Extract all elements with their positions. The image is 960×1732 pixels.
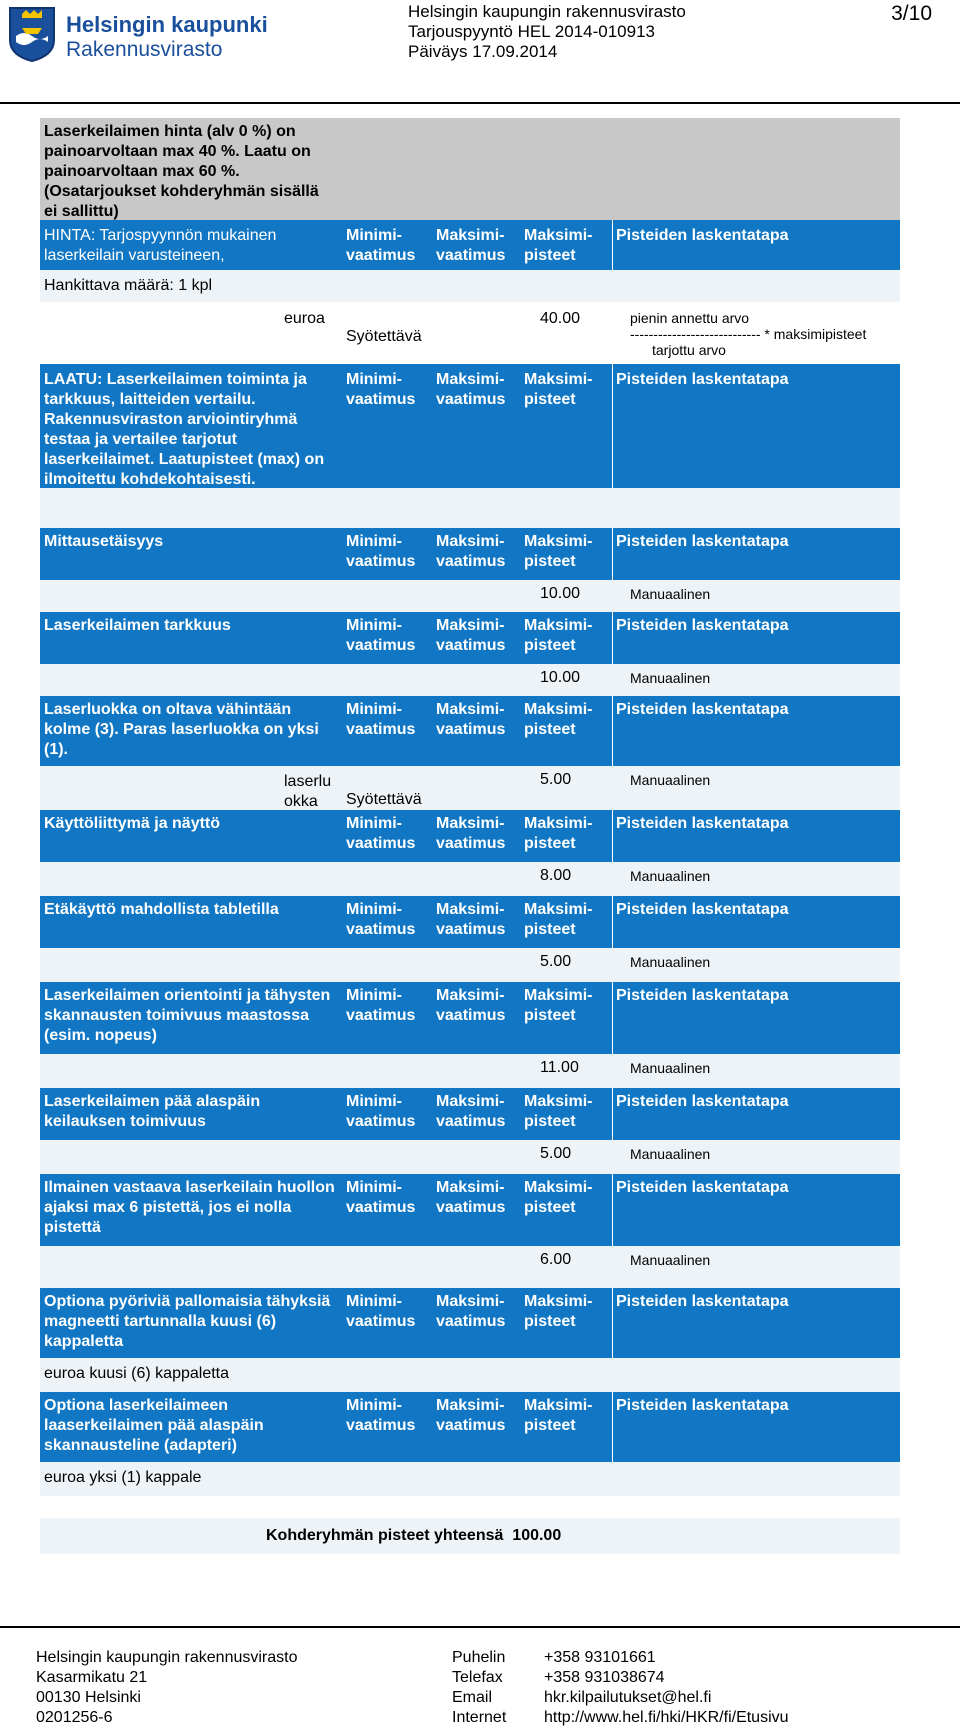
intro-block — [40, 118, 900, 220]
col-min: Minimi- vaatimus — [346, 617, 416, 654]
item-title: Etäkäyttö mahdollista tabletilla — [44, 901, 279, 918]
item-points: 5.00 — [540, 1145, 572, 1162]
col-max: Maksimi- vaatimus — [436, 701, 506, 738]
col-points: Maksimi- pisteet — [524, 1179, 593, 1216]
col-min: Minimi- vaatimus — [346, 533, 416, 570]
col-calc: Pisteiden laskentatapa — [616, 1293, 789, 1310]
item-input[interactable]: Syötettävä — [346, 791, 422, 808]
option-note-row — [40, 1462, 900, 1496]
col-calc: Pisteiden laskentatapa — [616, 1397, 789, 1414]
col-calc: Pisteiden laskentatapa — [616, 227, 789, 244]
col-points: Maksimi- pisteet — [524, 815, 593, 852]
item-value-row — [40, 1140, 900, 1174]
price-quantity-row — [40, 270, 900, 302]
item-title: Laserluokka on oltava vähintään kolme (3). Paras laserluokka on yksi (1). — [44, 701, 319, 758]
col-min: Minimi- vaatimus — [346, 371, 416, 408]
col-max: Maksimi- vaatimus — [436, 815, 506, 852]
header-rule — [0, 102, 960, 104]
item-header-row — [40, 528, 900, 580]
col-min: Minimi- vaatimus — [346, 1397, 416, 1434]
price-points: 40.00 — [540, 310, 581, 327]
col-max: Maksimi- vaatimus — [436, 533, 506, 570]
col-min: Minimi- vaatimus — [346, 701, 416, 738]
item-value-row — [40, 1054, 900, 1088]
item-title: Käyttöliittymä ja näyttö — [44, 815, 221, 832]
item-header-row — [40, 896, 900, 948]
col-min: Minimi- vaatimus — [346, 1093, 416, 1130]
footer-city: 00130 Helsinki — [36, 1689, 141, 1706]
column-divider — [612, 220, 613, 270]
page-number: 3/10 — [891, 2, 932, 25]
option-note: euroa yksi (1) kappale — [44, 1469, 202, 1486]
col-min: Minimi- vaatimus — [346, 227, 416, 264]
item-unit: laserlu okka — [284, 773, 332, 810]
item-points: 11.00 — [540, 1059, 579, 1076]
column-divider — [612, 612, 613, 664]
column-divider — [612, 528, 613, 580]
column-divider — [612, 1392, 613, 1462]
spacer-row — [40, 488, 900, 528]
formula-bot: tarjottu arvo — [652, 342, 726, 358]
col-min: Minimi- vaatimus — [346, 901, 416, 938]
col-points: Maksimi- pisteet — [524, 701, 593, 738]
col-min: Minimi- vaatimus — [346, 1179, 416, 1216]
item-header-row — [40, 696, 900, 766]
col-calc: Pisteiden laskentatapa — [616, 987, 789, 1004]
col-max: Maksimi- vaatimus — [436, 371, 506, 408]
col-min: Minimi- vaatimus — [346, 1293, 416, 1330]
col-calc: Pisteiden laskentatapa — [616, 371, 789, 388]
item-method: Manuaalinen — [630, 954, 711, 970]
footer-email[interactable]: hkr.kilpailutukset@hel.fi — [544, 1689, 712, 1706]
item-header-row — [40, 982, 900, 1054]
footer-rule — [0, 1626, 960, 1628]
item-points: 5.00 — [540, 771, 572, 788]
logo-line1: Helsingin kaupunki — [66, 12, 268, 37]
column-divider — [612, 810, 613, 862]
item-points: 8.00 — [540, 867, 572, 884]
item-title: Laserkeilaimen orientointi ja tähysten skannausten toimivuus maastossa (esim. nopeus) — [44, 987, 331, 1044]
col-calc: Pisteiden laskentatapa — [616, 815, 789, 832]
col-max: Maksimi- vaatimus — [436, 901, 506, 938]
item-header-row — [40, 810, 900, 862]
item-title: Ilmainen vastaava laserkeilain huollon ajaksi max 6 pistettä, jos ei nolla pistettä — [44, 1179, 335, 1236]
quality-title: LAATU: Laserkeilaimen toiminta ja tarkkuus, laitteiden vertailu. Rakennusviraston arviointiryhmä testaa ja vertailee tarjotut laserkeilaimet. Laatupisteet (max) on ilmoitettu kohdekohtaisesti. — [44, 371, 325, 488]
col-points: Maksimi- pisteet — [524, 1293, 593, 1330]
coat-of-arms-icon — [8, 6, 56, 62]
col-max: Maksimi- vaatimus — [436, 227, 506, 264]
header-org: Helsingin kaupungin rakennusvirasto — [408, 2, 686, 21]
col-max: Maksimi- vaatimus — [436, 1293, 506, 1330]
footer-label-internet: Internet — [452, 1709, 507, 1726]
item-method: Manuaalinen — [630, 1060, 711, 1076]
item-value-row — [40, 766, 900, 810]
price-title: HINTA: Tarjospyynnön mukainen laserkeilain varusteineen, — [44, 227, 277, 264]
option-title: Optiona laserkeilaimeen laaserkeilaimen pää alaspäin skannausteline (adapteri) — [44, 1397, 264, 1454]
item-method: Manuaalinen — [630, 868, 711, 884]
col-points: Maksimi- pisteet — [524, 371, 593, 408]
item-value-row — [40, 580, 900, 612]
item-value-row — [40, 664, 900, 696]
col-min: Minimi- vaatimus — [346, 987, 416, 1024]
option-title: Optiona pyöriviä pallomaisia tähyksiä magneetti tartunnalla kuusi (6) kappaletta — [44, 1293, 331, 1350]
column-divider — [612, 982, 613, 1054]
city-logo — [8, 6, 268, 64]
col-points: Maksimi- pisteet — [524, 1397, 593, 1434]
price-header-row — [40, 220, 900, 270]
col-points: Maksimi- pisteet — [524, 1093, 593, 1130]
column-divider — [612, 696, 613, 766]
item-header-row — [40, 1088, 900, 1140]
header-date: Päiväys 17.09.2014 — [408, 42, 558, 61]
footer-label-phone: Puhelin — [452, 1649, 506, 1666]
formula-mid: ---------------------------- * maksimipisteet — [630, 326, 867, 342]
total-text: Kohderyhmän pisteet yhteensä 100.00 — [266, 1527, 562, 1544]
col-calc: Pisteiden laskentatapa — [616, 901, 789, 918]
col-calc: Pisteiden laskentatapa — [616, 617, 789, 634]
column-divider — [612, 1174, 613, 1246]
item-value-row — [40, 862, 900, 896]
item-header-row — [40, 612, 900, 664]
footer-street: Kasarmikatu 21 — [36, 1669, 148, 1686]
item-value-row — [40, 1246, 900, 1288]
col-calc: Pisteiden laskentatapa — [616, 1179, 789, 1196]
footer-website[interactable]: http://www.hel.fi/hki/HKR/fi/Etusivu — [544, 1709, 789, 1726]
footer-org: Helsingin kaupungin rakennusvirasto — [36, 1649, 298, 1666]
item-title: Laserkeilaimen tarkkuus — [44, 617, 231, 634]
col-max: Maksimi- vaatimus — [436, 1397, 506, 1434]
item-header-row — [40, 1174, 900, 1246]
col-calc: Pisteiden laskentatapa — [616, 533, 789, 550]
col-max: Maksimi- vaatimus — [436, 987, 506, 1024]
item-title: Mittausetäisyys — [44, 533, 164, 550]
price-input-row — [40, 302, 900, 362]
quality-header-row — [40, 364, 900, 488]
col-points: Maksimi- pisteet — [524, 227, 593, 264]
item-points: 6.00 — [540, 1251, 572, 1268]
logo-line2: Rakennusvirasto — [66, 38, 223, 61]
item-method: Manuaalinen — [630, 1252, 711, 1268]
column-divider — [612, 364, 613, 488]
intro-text: Laserkeilaimen hinta (alv 0 %) on painoarvoltaan max 40 %. Laatu on painoarvoltaan max 60 %. (Osatarjoukset kohderyhmän sisällä ei sallittu) — [44, 123, 319, 220]
item-points: 10.00 — [540, 669, 581, 686]
column-divider — [612, 1288, 613, 1358]
col-max: Maksimi- vaatimus — [436, 1179, 506, 1216]
footer-id: 0201256-6 — [36, 1709, 113, 1726]
col-points: Maksimi- pisteet — [524, 617, 593, 654]
header-ref: Tarjouspyyntö HEL 2014-010913 — [408, 22, 655, 41]
item-points: 10.00 — [540, 585, 581, 602]
col-max: Maksimi- vaatimus — [436, 1093, 506, 1130]
footer-label-fax: Telefax — [452, 1669, 503, 1686]
col-min: Minimi- vaatimus — [346, 815, 416, 852]
option-header-row — [40, 1288, 900, 1358]
item-points: 5.00 — [540, 953, 572, 970]
col-calc: Pisteiden laskentatapa — [616, 1093, 789, 1110]
col-calc: Pisteiden laskentatapa — [616, 701, 789, 718]
total-row — [40, 1518, 900, 1554]
item-method: Manuaalinen — [630, 772, 711, 788]
footer-fax: +358 931038674 — [544, 1669, 665, 1686]
footer-phone: +358 93101661 — [544, 1649, 656, 1666]
col-max: Maksimi- vaatimus — [436, 617, 506, 654]
option-header-row — [40, 1392, 900, 1462]
price-input[interactable]: Syötettävä — [346, 328, 422, 345]
column-divider — [612, 1088, 613, 1140]
col-points: Maksimi- pisteet — [524, 987, 593, 1024]
formula-top: pienin annettu arvo — [630, 310, 750, 326]
item-method: Manuaalinen — [630, 670, 711, 686]
footer-label-email: Email — [452, 1689, 493, 1706]
column-divider — [612, 896, 613, 948]
price-unit: euroa — [284, 310, 325, 327]
price-quantity: Hankittava määrä: 1 kpl — [44, 277, 213, 294]
item-method: Manuaalinen — [630, 1146, 711, 1162]
col-points: Maksimi- pisteet — [524, 533, 593, 570]
item-method: Manuaalinen — [630, 586, 711, 602]
item-title: Laserkeilaimen pää alaspäin keilauksen toimivuus — [44, 1093, 261, 1130]
col-points: Maksimi- pisteet — [524, 901, 593, 938]
item-value-row — [40, 948, 900, 982]
option-note-row — [40, 1358, 900, 1392]
option-note: euroa kuusi (6) kappaletta — [44, 1365, 229, 1382]
